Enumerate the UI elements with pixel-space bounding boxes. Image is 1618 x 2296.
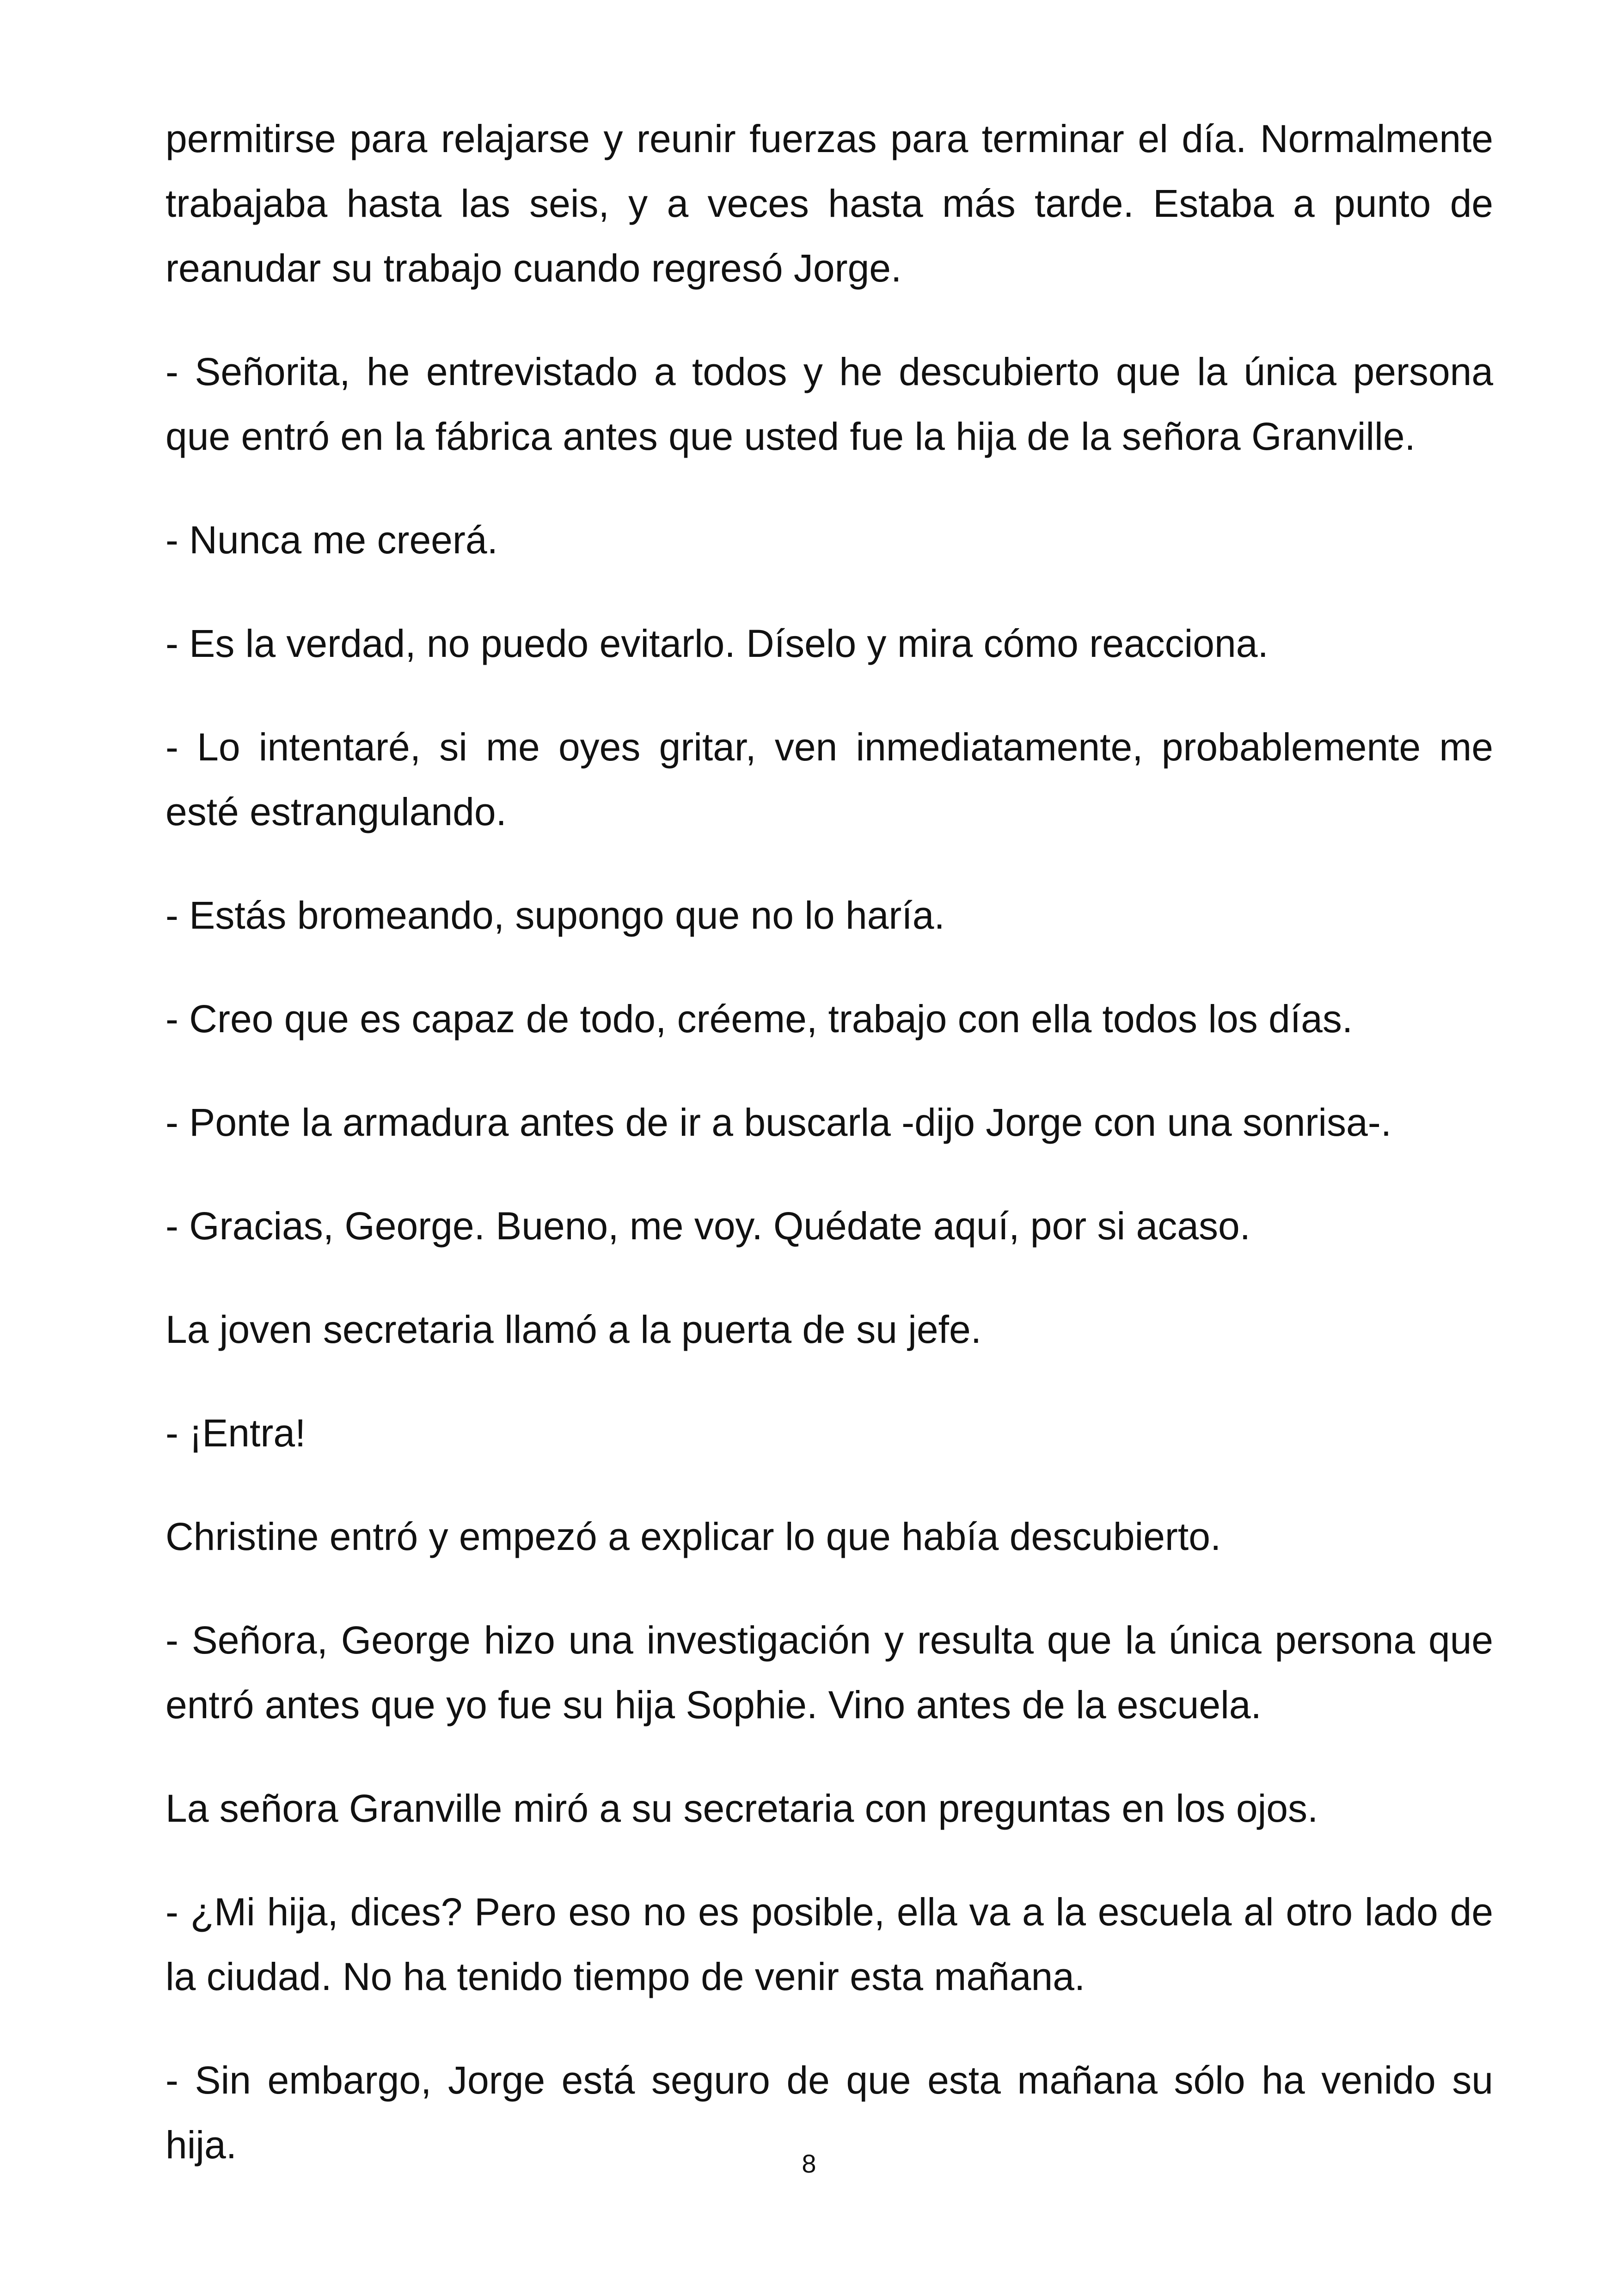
paragraph: - ¡Entra!	[165, 1411, 306, 1455]
paragraph: - Señora, George hizo una investigación y resulta que la única persona que entró antes que yo fue su hija Sophie. Vino antes de la escuela.	[165, 1618, 1493, 1727]
paragraph: - ¿Mi hija, dices? Pero eso no es posible, ella va a la escuela al otro lado de la ciudad. No ha tenido tiempo de venir esta mañana.	[165, 1890, 1493, 1998]
paragraph: - Señorita, he entrevistado a todos y he descubierto que la única persona que entró en la fábrica antes que usted fue la hija de la señora Granville.	[165, 350, 1493, 458]
paragraph: - Creo que es capaz de todo, créeme, trabajo con ella todos los días.	[165, 997, 1353, 1041]
paragraph: La joven secretaria llamó a la puerta de su jefe.	[165, 1308, 982, 1351]
paragraph: Christine entró y empezó a explicar lo que había descubierto.	[165, 1515, 1221, 1558]
paragraph: - Es la verdad, no puedo evitarlo. Díselo y mira cómo reacciona.	[165, 622, 1269, 665]
paragraph: - Estás bromeando, supongo que no lo haría.	[165, 894, 945, 937]
paragraph: - Lo intentaré, si me oyes gritar, ven inmediatamente, probablemente me esté estrangulando.	[165, 725, 1493, 833]
page-body	[165, 106, 1493, 2177]
paragraph: - Sin embargo, Jorge está seguro de que esta mañana sólo ha venido su hija.	[165, 2058, 1493, 2167]
paragraph: - Nunca me creerá.	[165, 518, 498, 562]
page-number: 8	[802, 2149, 816, 2178]
paragraph: La señora Granville miró a su secretaria con preguntas en los ojos.	[165, 1787, 1318, 1830]
paragraph: permitirse para relajarse y reunir fuerzas para terminar el día. Normalmente trabajaba hasta las seis, y a veces hasta más tarde. Estaba a punto de reanudar su trabajo cuando regresó Jorge.	[165, 117, 1493, 290]
paragraph: - Ponte la armadura antes de ir a buscarla -dijo Jorge con una sonrisa-.	[165, 1101, 1392, 1144]
paragraph: - Gracias, George. Bueno, me voy. Quédate aquí, por si acaso.	[165, 1204, 1250, 1248]
